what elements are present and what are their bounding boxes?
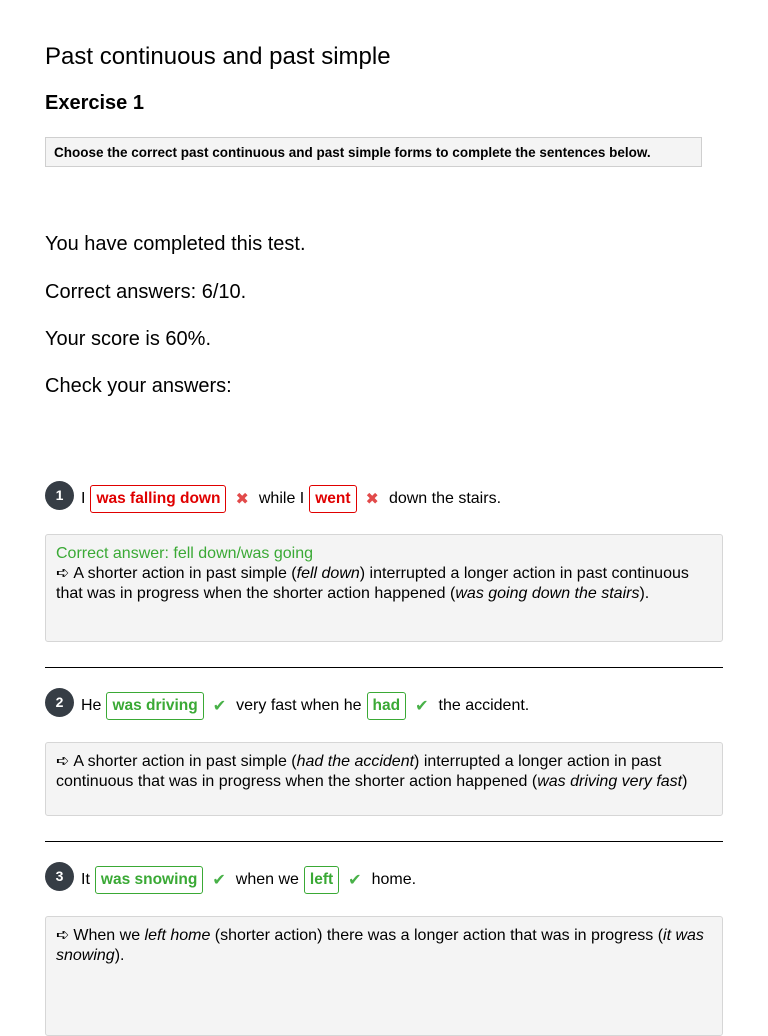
cross-icon: ✖ bbox=[235, 491, 249, 508]
answer-right-2: had bbox=[367, 692, 407, 720]
question-number-badge: 2 bbox=[45, 688, 74, 717]
sentence-text: He bbox=[81, 697, 102, 714]
explanation-text: A shorter action in past simple ( bbox=[73, 753, 297, 770]
page-title: Past continuous and past simple bbox=[45, 43, 391, 70]
question-number-badge: 1 bbox=[45, 481, 74, 510]
sentence-text: home. bbox=[371, 871, 417, 888]
sentence-text: the accident. bbox=[438, 697, 530, 714]
check-icon: ✔ bbox=[415, 698, 429, 715]
correct-answers-count: Correct answers: 6/10. bbox=[45, 281, 247, 303]
explanation-box-1 bbox=[45, 534, 723, 642]
sentence-text: down the stairs. bbox=[388, 490, 502, 507]
explanation-text: A shorter action in past simple ( bbox=[73, 565, 297, 582]
explanation-emphasis: was going down the stairs bbox=[455, 585, 640, 602]
check-answers-label: Check your answers: bbox=[45, 375, 232, 397]
arrow-right-icon: ➪ bbox=[56, 565, 70, 582]
question-2 bbox=[45, 691, 534, 721]
arrow-right-icon: ➪ bbox=[56, 753, 70, 770]
sentence-text: I bbox=[81, 490, 86, 507]
check-icon: ✔ bbox=[212, 872, 226, 889]
correct-answer-text: Correct answer: fell down/was going bbox=[56, 545, 314, 562]
question-number-badge: 3 bbox=[45, 862, 74, 891]
explanation-emphasis: was driving very fast bbox=[537, 773, 683, 790]
explanation-emphasis: it was snowing bbox=[56, 927, 704, 964]
sentence-text: while I bbox=[258, 490, 305, 507]
explanation-box-3 bbox=[45, 916, 723, 1036]
answer-right-2: left bbox=[304, 866, 339, 894]
exercise-subtitle: Exercise 1 bbox=[45, 92, 144, 114]
answer-right-1: was snowing bbox=[95, 866, 203, 894]
check-icon: ✔ bbox=[212, 698, 227, 715]
completed-message: You have completed this test. bbox=[45, 233, 306, 255]
explanation-text: ). bbox=[114, 947, 125, 964]
explanation-emphasis: fell down bbox=[296, 565, 360, 582]
divider bbox=[45, 667, 723, 668]
question-1 bbox=[45, 484, 506, 514]
question-3 bbox=[45, 865, 421, 895]
explanation-text: ) interrupted a longer action in past continuous that was in progress when the shorter action happened ( bbox=[56, 565, 689, 602]
answer-right-1: was driving bbox=[106, 692, 203, 720]
divider bbox=[45, 841, 723, 842]
explanation-text: When we bbox=[73, 927, 145, 944]
explanation-emphasis: left home bbox=[144, 927, 211, 944]
explanation-text: (shorter action) there was a longer action that was in progress ( bbox=[210, 927, 664, 944]
explanation-text: ) bbox=[682, 773, 688, 790]
sentence-text: very fast when he bbox=[236, 697, 362, 714]
explanation-text: ) interrupted a longer action in past continuous that was in progress when the shorter action happened ( bbox=[56, 753, 662, 790]
answer-wrong-2: went bbox=[309, 485, 356, 513]
explanation-emphasis: had the accident bbox=[296, 753, 415, 770]
score-text: Your score is 60%. bbox=[45, 328, 212, 350]
instructions-box: Choose the correct past continuous and past simple forms to complete the sentences below. bbox=[45, 137, 702, 167]
sentence-text: It bbox=[81, 871, 90, 888]
cross-icon: ✖ bbox=[365, 491, 379, 508]
answer-wrong-1: was falling down bbox=[90, 485, 226, 513]
explanation-box-2 bbox=[45, 742, 723, 816]
sentence-text: when we bbox=[235, 871, 299, 888]
arrow-right-icon: ➪ bbox=[56, 927, 70, 944]
explanation-text: ). bbox=[639, 585, 650, 602]
check-icon: ✔ bbox=[348, 872, 362, 889]
